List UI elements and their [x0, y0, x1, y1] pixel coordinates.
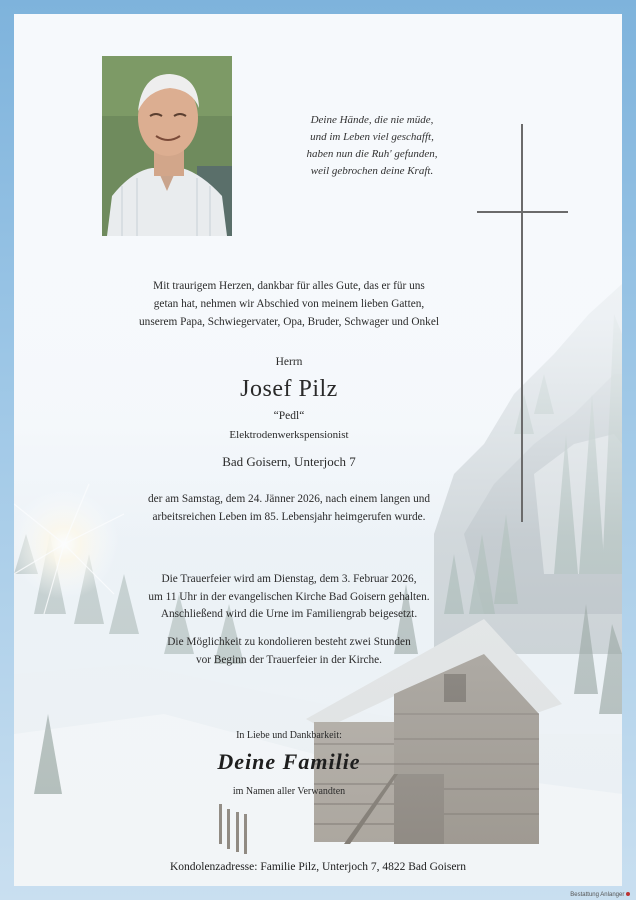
funeral-line: um 11 Uhr in der evangelischen Kirche Bad Goisern gehalten.: [148, 590, 430, 603]
salutation: Herrn: [275, 356, 303, 368]
poem-line: haben nun die Ruh' gefunden,: [306, 148, 438, 160]
funeral-home-credit: [570, 892, 630, 898]
poem-line: Deine Hände, die nie müde,: [310, 114, 434, 126]
poem-line: weil gebrochen deine Kraft.: [310, 165, 434, 177]
funeral-line: Anschließend wird die Urne im Familiengrab beigesetzt.: [160, 608, 418, 620]
intro-line: unserem Papa, Schwiegervater, Opa, Bruder, Schwager und Onkel: [139, 316, 439, 328]
death-notice: [74, 490, 504, 526]
death-line: arbeitsreichen Leben im 85. Lebensjahr heimgerufen wurde.: [152, 511, 426, 523]
portrait-photo: [102, 56, 232, 236]
logo-icon: [626, 892, 630, 896]
cross-icon-bar: [477, 211, 568, 213]
family-signature: Deine Familie: [217, 749, 361, 774]
death-line: der am Samstag, dem 24. Jänner 2026, nach einem langen und: [147, 493, 431, 505]
condolence-line: vor Beginn der Trauerfeier in der Kirche.: [195, 653, 383, 666]
deceased-occupation: Elektrodenwerkspensionist: [229, 429, 349, 441]
deceased-name: Josef Pilz: [240, 376, 338, 402]
intro-line: Mit traurigem Herzen, dankbar für alles Gute, das er für uns: [153, 280, 425, 292]
deceased-nickname: “Pedl“: [273, 410, 305, 422]
obituary-card: [14, 14, 622, 886]
poem-line: und im Leben viel geschafft,: [310, 131, 434, 143]
condolence-info: [74, 634, 504, 669]
cross-icon: [521, 124, 523, 522]
condolence-address: Kondolenzadresse: Familie Pilz, Unterjoch 7, 4822 Bad Goisern: [169, 861, 467, 873]
intro-text: [74, 277, 504, 331]
condolence-line: Die Möglichkeit zu kondolieren besteht zwei Stunden: [167, 636, 411, 648]
credit-text: Bestattung Anlanger: [570, 892, 625, 898]
funeral-line: Die Trauerfeier wird am Dienstag, dem 3. Februar 2026,: [161, 573, 417, 585]
closing-relatives: im Namen aller Verwandten: [232, 786, 346, 797]
poem: [272, 112, 472, 180]
intro-line: getan hat, nehmen wir Abschied von meinem lieben Gatten,: [153, 298, 425, 310]
closing-love: In Liebe und Dankbarkeit:: [236, 730, 342, 741]
funeral-info: [74, 571, 504, 624]
deceased-address: Bad Goisern, Unterjoch 7: [222, 454, 356, 469]
